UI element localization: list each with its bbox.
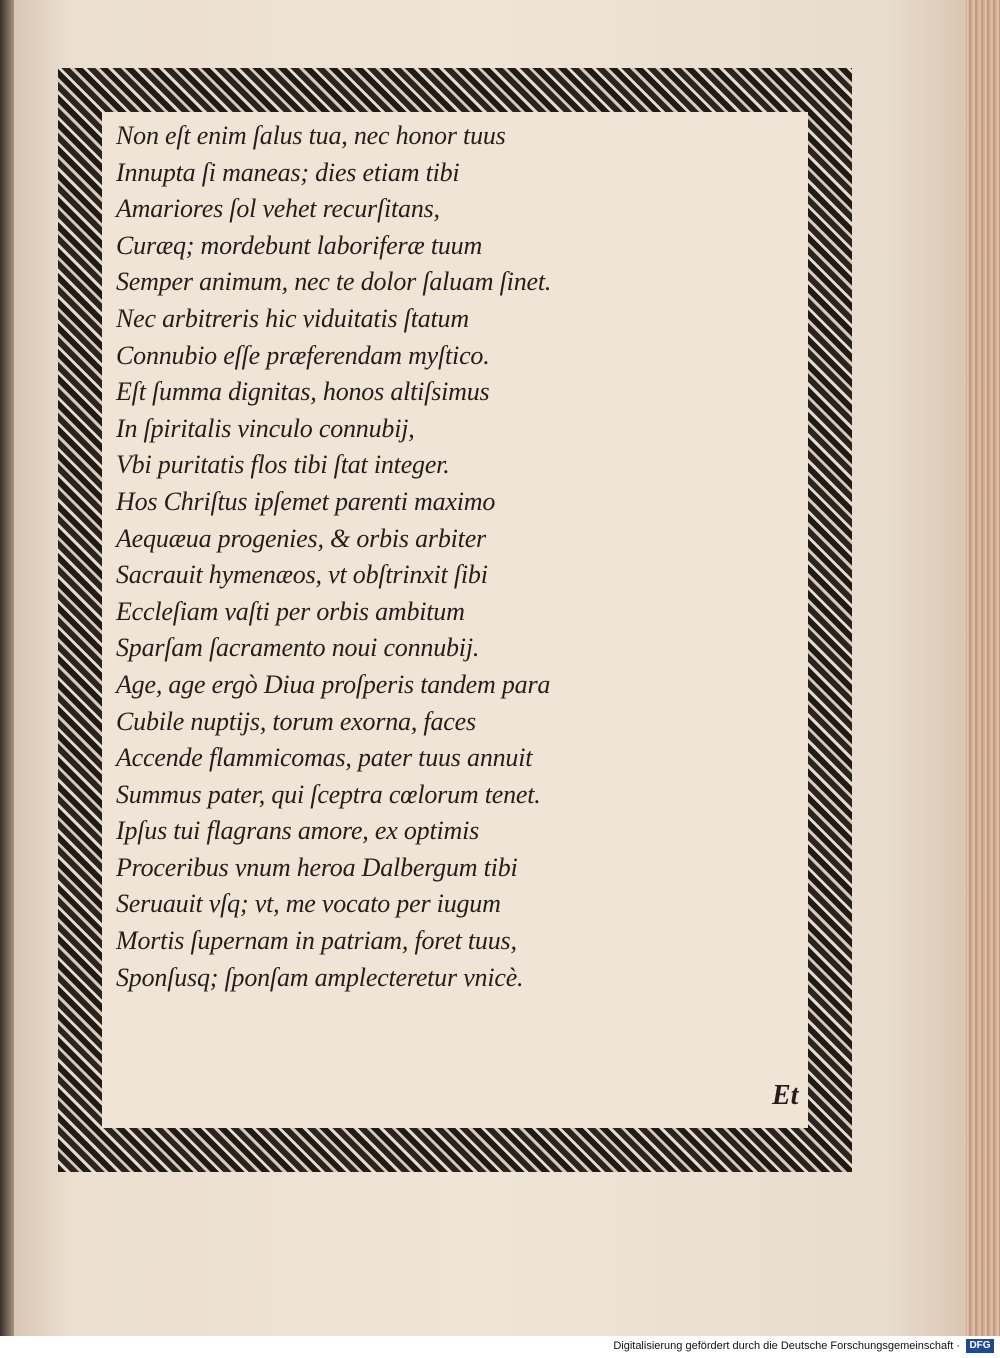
verse-text xyxy=(116,118,806,996)
verse-line: Mortis ſupernam in patriam, foret tuus, xyxy=(116,926,517,956)
verse-line: Curæq; mordebunt laboriferæ tuum xyxy=(116,230,483,260)
verse-line: In ſpiritalis vinculo connubij, xyxy=(116,413,415,443)
verse-line: Amariores ſol vehet recurſitans, xyxy=(116,194,440,224)
verse-line: Semper animum, nec te dolor ſaluam ſinet. xyxy=(116,267,552,297)
verse-line: Connubio eſſe præferendam myſtico. xyxy=(116,340,490,370)
verse-line: Summus pater, qui ſceptra cœlorum tenet. xyxy=(116,779,541,809)
verse-line: Accende flammicomas, pater tuus annuit xyxy=(116,743,533,773)
verse-line: Proceribus vnum heroa Dalbergum tibi xyxy=(116,852,518,882)
verse-line: Hos Chriſtus ipſemet parenti maximo xyxy=(116,486,496,516)
verse-line: Sacrauit hymenæos, vt obſtrinxit ſibi xyxy=(116,560,488,590)
verse-line: Age, age ergò Diua proſperis tandem para xyxy=(116,669,551,699)
catchword: Et xyxy=(772,1080,799,1111)
verse-line: Seruauit vſq; vt, me vocato per iugum xyxy=(116,889,501,919)
funding-notice: Digitalisierung gefördert durch die Deutsche Forschungsgemeinschaft · xyxy=(613,1340,960,1352)
verse-line: Ipſus tui flagrans amore, ex optimis xyxy=(116,816,480,846)
book-gutter xyxy=(0,0,14,1336)
verse-line: Non eſt enim ſalus tua, nec honor tuus xyxy=(116,121,506,150)
verse-line: Aequæua progenies, & orbis arbiter xyxy=(116,523,486,553)
verse-line: Cubile nuptijs, torum exorna, faces xyxy=(116,706,476,736)
verse-line: Eccleſiam vaſti per orbis ambitum xyxy=(116,596,465,626)
verse-line: Eſt ſumma dignitas, honos altiſsimus xyxy=(116,377,490,407)
verse-line: Innupta ſi maneas; dies etiam tibi xyxy=(116,157,460,187)
page-edges xyxy=(966,0,1000,1336)
verse-line: Sparſam ſacramento noui connubij. xyxy=(116,633,480,663)
verse-line: Sponſusq; ſponſam amplecteretur vnicè. xyxy=(116,962,524,992)
verse-line: Nec arbitreris hic viduitatis ſtatum xyxy=(116,303,469,333)
verse-line: Vbi puritatis flos tibi ſtat integer. xyxy=(116,450,450,480)
dfg-logo-icon: DFG xyxy=(966,1339,994,1353)
